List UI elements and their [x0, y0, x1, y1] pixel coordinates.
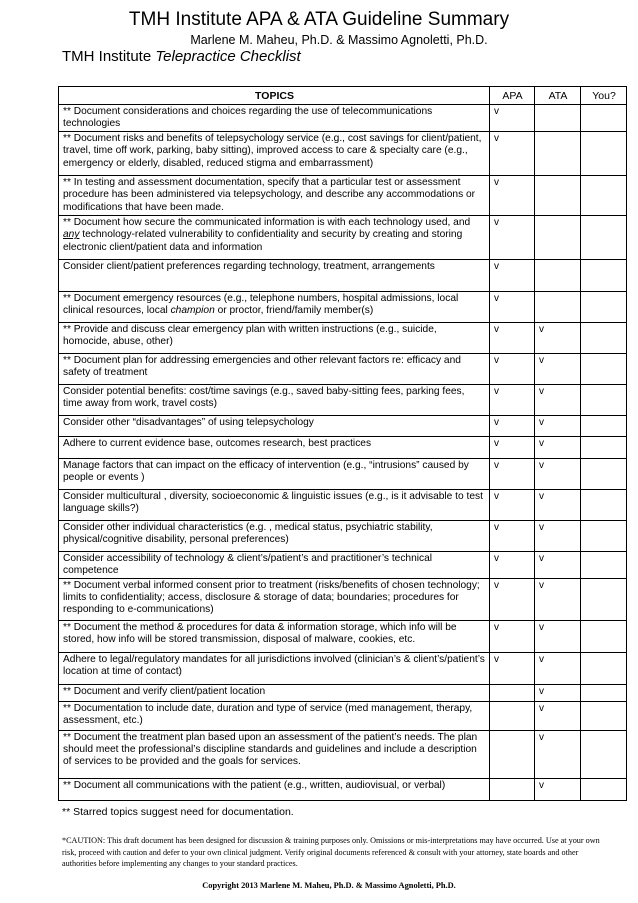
apa-check-cell: v: [490, 437, 535, 459]
subtitle-prefix: TMH Institute: [62, 48, 156, 65]
you-check-cell[interactable]: [581, 437, 627, 459]
you-check-cell[interactable]: [581, 176, 627, 216]
you-check-cell[interactable]: [581, 216, 627, 260]
subtitle-italic: Telepractice Checklist: [155, 48, 301, 65]
header-topics: TOPICS: [59, 87, 490, 105]
checklist-subtitle: [62, 48, 301, 66]
ata-check-cell: v: [535, 620, 581, 652]
ata-check-cell: v: [535, 323, 581, 354]
apa-check-cell: [490, 701, 535, 730]
table-row: [59, 385, 627, 416]
apa-check-cell: v: [490, 620, 535, 652]
you-check-cell[interactable]: [581, 490, 627, 521]
you-check-cell[interactable]: [581, 730, 627, 778]
document-title: TMH Institute APA & ATA Guideline Summary: [128, 9, 510, 30]
table-row: [59, 521, 627, 552]
topic-cell: ** Document the treatment plan based upon an assessment of the patient’s needs. The plan should meet the professional’s discipline standards and guidelines and include a description of services to be provided and the goals for services.: [59, 730, 490, 778]
checklist-table: [58, 86, 627, 801]
topic-cell: ** Document plan for addressing emergencies and other relevant factors re: efficacy and safety of treatment: [59, 354, 490, 385]
you-check-cell[interactable]: [581, 552, 627, 579]
topic-cell: Adhere to legal/regulatory mandates for all jurisdictions involved (clinician’s & client’s/patient’s location at time of contact): [59, 652, 490, 684]
ata-check-cell: v: [535, 701, 581, 730]
table-header-row: [59, 87, 627, 105]
ata-check-cell: [535, 176, 581, 216]
ata-check-cell: [535, 292, 581, 323]
ata-check-cell: v: [535, 459, 581, 490]
authors-line: Marlene M. Maheu, Ph.D. & Massimo Agnoletti, Ph.D.: [190, 33, 488, 47]
you-check-cell[interactable]: [581, 105, 627, 132]
ata-check-cell: v: [535, 552, 581, 579]
ata-check-cell: v: [535, 385, 581, 416]
ata-check-cell: v: [535, 684, 581, 701]
you-check-cell[interactable]: [581, 778, 627, 800]
apa-check-cell: v: [490, 216, 535, 260]
ata-check-cell: v: [535, 730, 581, 778]
apa-check-cell: v: [490, 416, 535, 437]
apa-check-cell: v: [490, 323, 535, 354]
ata-check-cell: v: [535, 437, 581, 459]
apa-check-cell: v: [490, 652, 535, 684]
apa-check-cell: v: [490, 385, 535, 416]
you-check-cell[interactable]: [581, 385, 627, 416]
table-row: [59, 578, 627, 620]
table-row: [59, 778, 627, 800]
you-check-cell[interactable]: [581, 521, 627, 552]
apa-check-cell: [490, 730, 535, 778]
ata-check-cell: [535, 105, 581, 132]
apa-check-cell: [490, 778, 535, 800]
you-check-cell[interactable]: [581, 620, 627, 652]
you-check-cell[interactable]: [581, 292, 627, 323]
table-row: [59, 176, 627, 216]
topic-cell: Adhere to current evidence base, outcomes research, best practices: [59, 437, 490, 459]
topic-text: ** Document emergency resources (e.g., telephone numbers, hospital admissions, local clinical resources, local: [63, 293, 459, 317]
ata-check-cell: v: [535, 354, 581, 385]
topic-cell: ** Document and verify client/patient location: [59, 684, 490, 701]
table-row: [59, 260, 627, 292]
topic-cell: ** Document the method & procedures for data & information storage, which info will be stored, how info will be stored transmission, disposal of malware, cookies, etc.: [59, 620, 490, 652]
you-check-cell[interactable]: [581, 578, 627, 620]
you-check-cell[interactable]: [581, 459, 627, 490]
apa-check-cell: v: [490, 354, 535, 385]
table-row: [59, 216, 627, 260]
you-check-cell[interactable]: [581, 416, 627, 437]
caution-note: *CAUTION: This draft document has been designed for discussion & training purposes only. Omissions or mis-interpretations may have occurred. Use at your own risk, proceed with caution and defer to your own clinical judgment. Verify original documents referenced & consult with your attorney, state boards and other authorities before implementing any changes to your standard practices.: [62, 836, 600, 868]
table-row: [59, 323, 627, 354]
header-apa: APA: [490, 87, 535, 105]
ata-check-cell: [535, 216, 581, 260]
checklist-rows: [59, 105, 627, 801]
topic-text: or proctor, friend/family member(s): [214, 305, 374, 317]
ata-check-cell: v: [535, 778, 581, 800]
table-row: [59, 437, 627, 459]
topic-emphasis: champion: [170, 305, 215, 317]
topic-cell: ** Document considerations and choices regarding the use of telecommunications technologies: [59, 105, 490, 132]
apa-check-cell: v: [490, 132, 535, 176]
starred-note: ** Starred topics suggest need for documentation.: [62, 806, 294, 818]
table-row: [59, 701, 627, 730]
table-row: [59, 292, 627, 323]
ata-check-cell: [535, 260, 581, 292]
topic-cell: ** Provide and discuss clear emergency plan with written instructions (e.g., suicide, homocide, abuse, other): [59, 323, 490, 354]
table-row: [59, 459, 627, 490]
apa-check-cell: v: [490, 490, 535, 521]
apa-check-cell: v: [490, 578, 535, 620]
apa-check-cell: v: [490, 552, 535, 579]
ata-check-cell: v: [535, 521, 581, 552]
apa-check-cell: v: [490, 105, 535, 132]
table-row: [59, 620, 627, 652]
ata-check-cell: v: [535, 578, 581, 620]
table-row: [59, 354, 627, 385]
you-check-cell[interactable]: [581, 354, 627, 385]
table-row: [59, 132, 627, 176]
topic-cell: [59, 292, 490, 323]
topic-text: technology-related vulnerability to confidentiality and security by creating and storing electronic client/patient data and information: [63, 229, 463, 253]
apa-check-cell: v: [490, 176, 535, 216]
you-check-cell[interactable]: [581, 323, 627, 354]
you-check-cell[interactable]: [581, 260, 627, 292]
topic-cell: Consider client/patient preferences regarding technology, treatment, arrangements: [59, 260, 490, 292]
apa-check-cell: [490, 684, 535, 701]
topic-cell: [59, 216, 490, 260]
topic-cell: Manage factors that can impact on the efficacy of intervention (e.g., “intrusions” caused by people or events ): [59, 459, 490, 490]
table-row: [59, 684, 627, 701]
table-row: [59, 552, 627, 579]
header-you: You?: [581, 87, 627, 105]
apa-check-cell: v: [490, 521, 535, 552]
ata-check-cell: v: [535, 490, 581, 521]
you-check-cell[interactable]: [581, 652, 627, 684]
topic-cell: ** Document all communications with the patient (e.g., written, audiovisual, or verbal): [59, 778, 490, 800]
table-row: [59, 105, 627, 132]
table-row: [59, 416, 627, 437]
table-row: [59, 730, 627, 778]
topic-cell: ** Documentation to include date, duration and type of service (med management, therapy, assessment, etc.): [59, 701, 490, 730]
ata-check-cell: [535, 132, 581, 176]
table-row: [59, 490, 627, 521]
you-check-cell[interactable]: [581, 132, 627, 176]
topic-cell: Consider other “disadvantages” of using telepsychology: [59, 416, 490, 437]
you-check-cell[interactable]: [581, 701, 627, 730]
topic-cell: ** In testing and assessment documentation, specify that a particular test or assessment procedure has been administered via telepsychology, and describe any accommodations or modifications that have been made.: [59, 176, 490, 216]
you-check-cell[interactable]: [581, 684, 627, 701]
apa-check-cell: v: [490, 292, 535, 323]
topic-underline: [63, 229, 79, 240]
copyright-line: Copyright 2013 Marlene M. Maheu, Ph.D. & Massimo Agnoletti, Ph.D.: [202, 881, 456, 890]
apa-check-cell: v: [490, 459, 535, 490]
topic-cell: Consider multicultural , diversity, socioeconomic & linguistic issues (e.g., is it advisable to test language skills?): [59, 490, 490, 521]
ata-check-cell: v: [535, 652, 581, 684]
topic-cell: ** Document verbal informed consent prior to treatment (risks/benefits of chosen technology; limits to confidentiality; access, disclosure & storage of data; boundaries; procedures for responding to e-communications): [59, 578, 490, 620]
table-row: [59, 652, 627, 684]
topic-text: ** Document how secure the communicated information is with each technology used, and: [63, 217, 471, 228]
topic-cell: Consider accessibility of technology & client’s/patient’s and practitioner’s technical competence: [59, 552, 490, 579]
header-ata: ATA: [535, 87, 581, 105]
topic-cell: Consider potential benefits: cost/time savings (e.g., saved baby-sitting fees, parking fees, time away from work, travel costs): [59, 385, 490, 416]
topic-cell: ** Document risks and benefits of telepsychology service (e.g., cost savings for client/patient, travel, time off work, parking, baby sitting), improved access to care & specialty care (e.g., emergency or elderly, disabled, reduced stigma and embarrassment): [59, 132, 490, 176]
apa-check-cell: v: [490, 260, 535, 292]
ata-check-cell: v: [535, 416, 581, 437]
topic-cell: Consider other individual characteristics (e.g. , medical status, psychiatric stability, physical/cognitive disability, personal preferences): [59, 521, 490, 552]
topic-emphasis: any: [63, 229, 80, 241]
